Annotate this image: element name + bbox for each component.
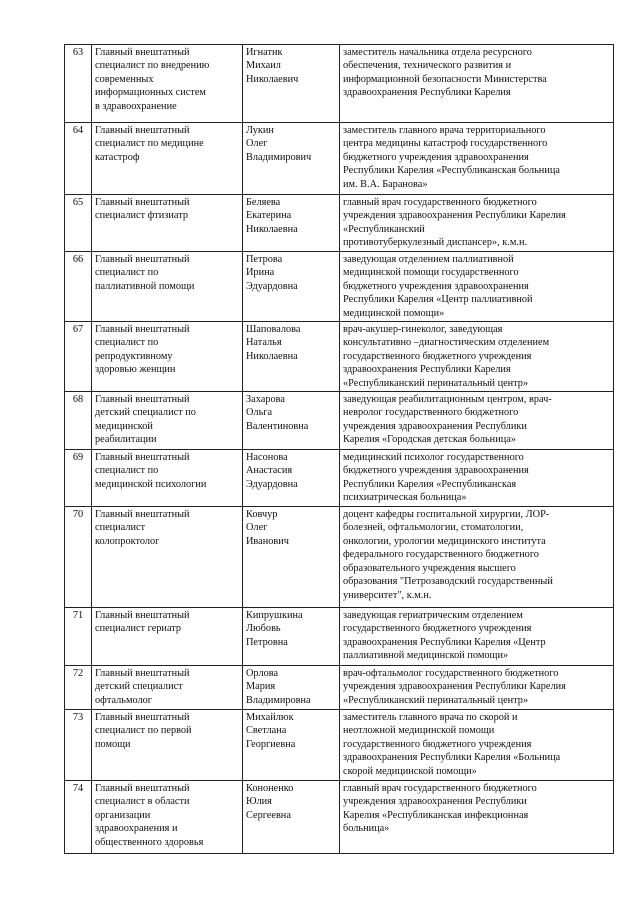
row-number: 63 [65,45,92,123]
specialist-position: заведующая отделением паллиативной медицинской помощи государственного бюджетного учреждения здравоохранения Республики Карелия «Центр паллиативной медицинской помощи» [340,252,614,322]
specialist-name: Лукин Олег Владимирович [243,123,340,195]
specialist-position: главный врач государственного бюджетного учреждения здравоохранения Республики Карелия «Республиканский противотуберкулезный диспансер», к.м.н. [340,195,614,252]
row-number: 64 [65,123,92,195]
row-number: 66 [65,252,92,322]
specialist-title: Главный внештатный специалист колопроктолог [92,507,243,608]
specialist-name: Беляева Екатерина Николаевна [243,195,340,252]
specialists-table [64,44,614,854]
table-row [65,781,614,854]
specialist-position: заведующая реабилитационным центром, врач- невролог государственного бюджетного учреждения здравоохранения Республики Карелия «Городская детская больница» [340,392,614,450]
specialist-title: Главный внештатный специалист по репродуктивному здоровью женщин [92,322,243,392]
specialist-name: Кипрушкина Любовь Петровна [243,608,340,666]
specialist-name: Ковчур Олег Иванович [243,507,340,608]
specialist-position: заместитель главного врача по скорой и неотложной медицинской помощи государственного бюджетного учреждения здравоохранения Республики Карелия «Больница скорой медицинской помощи» [340,710,614,781]
specialist-position: врач-акушер-гинеколог, заведующая консультативно –диагностическим отделением государственного бюджетного учреждения здравоохранения Республики Карелия «Республиканский перинатальный центр» [340,322,614,392]
table-row [65,195,614,252]
specialist-name: Орлова Мария Владимировна [243,666,340,710]
specialist-position: медицинский психолог государственного бюджетного учреждения здравоохранения Республики Карелия «Республиканская психиатрическая больница» [340,450,614,507]
row-number: 67 [65,322,92,392]
specialist-position: заместитель главного врача территориального центра медицины катастроф государственного бюджетного учреждения здравоохранения Республики Карелия «Республиканская больница им. В.А. Баранова» [340,123,614,195]
row-number: 70 [65,507,92,608]
specialist-title: Главный внештатный специалист по первой помощи [92,710,243,781]
row-number: 72 [65,666,92,710]
specialist-name: Петрова Ирина Эдуардовна [243,252,340,322]
specialist-position: заведующая гериатрическим отделением государственного бюджетного учреждения здравоохранения Республики Карелия «Центр паллиативной медицинской помощи» [340,608,614,666]
specialist-title: Главный внештатный специалист фтизиатр [92,195,243,252]
specialist-title: Главный внештатный специалист по медицинской психологии [92,450,243,507]
table-row [65,507,614,608]
specialist-position: главный врач государственного бюджетного учреждения здравоохранения Республики Карелия «Республиканская инфекционная больница» [340,781,614,854]
row-number: 68 [65,392,92,450]
table-row [65,666,614,710]
specialist-name: Шаповалова Наталья Николаевна [243,322,340,392]
table-row [65,392,614,450]
table-row [65,123,614,195]
specialist-position: заместитель начальника отдела ресурсного обеспечения, технического развития и информационной безопасности Министерства здравоохранения Республики Карелия [340,45,614,123]
specialist-name: Насонова Анастасия Эдуардовна [243,450,340,507]
row-number: 73 [65,710,92,781]
specialist-title: Главный внештатный специалист гериатр [92,608,243,666]
specialist-name: Игнатик Михаил Николаевич [243,45,340,123]
row-number: 65 [65,195,92,252]
table-row [65,252,614,322]
table-row [65,710,614,781]
specialist-position: доцент кафедры госпитальной хирургии, ЛОР- болезней, офтальмологии, стоматологии, онкологии, урологии медицинского института федерального государственного бюджетного образовательного учреждения высшего образования "Петрозаводский государственный университет", к.м.н. [340,507,614,608]
specialist-title: Главный внештатный детский специалист офтальмолог [92,666,243,710]
specialist-title: Главный внештатный специалист по паллиативной помощи [92,252,243,322]
table-row [65,45,614,123]
specialist-name: Кононенко Юлия Сергеевна [243,781,340,854]
specialist-position: врач-офтальмолог государственного бюджетного учреждения здравоохранения Республики Карелия «Республиканский перинатальный центр» [340,666,614,710]
specialist-name: Захарова Ольга Валентиновна [243,392,340,450]
specialist-title: Главный внештатный специалист в области организации здравоохранения и общественного здоровья [92,781,243,854]
row-number: 69 [65,450,92,507]
table-row [65,322,614,392]
table-row [65,608,614,666]
specialist-title: Главный внештатный специалист по внедрению современных информационных систем в здравоохранение [92,45,243,123]
table-row [65,450,614,507]
row-number: 71 [65,608,92,666]
specialist-title: Главный внештатный детский специалист по медицинской реабилитации [92,392,243,450]
specialist-title: Главный внештатный специалист по медицине катастроф [92,123,243,195]
row-number: 74 [65,781,92,854]
specialist-name: Михайлюк Светлана Георгиевна [243,710,340,781]
